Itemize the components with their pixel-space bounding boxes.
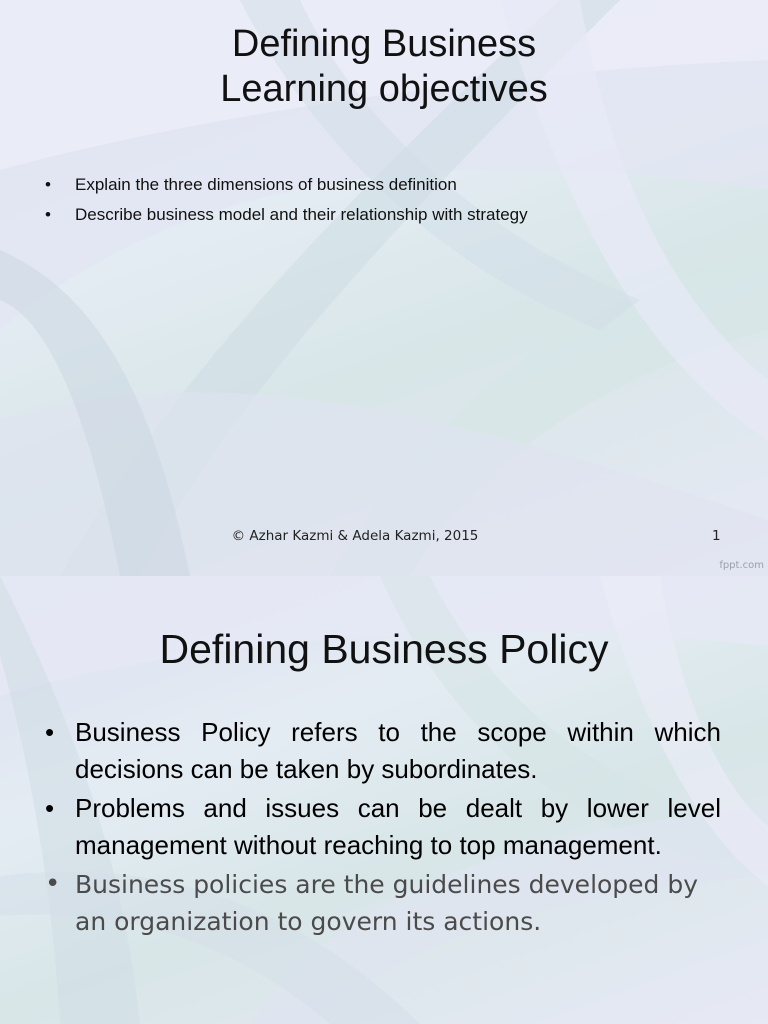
slide-2: [0, 576, 768, 1024]
list-item: [45, 866, 721, 940]
bullet-text: Business policies are the guidelines developed by an organization to govern its actions.: [75, 870, 699, 936]
page-number: 1: [712, 528, 721, 544]
slide-1-title: [0, 22, 768, 112]
slide-1-bullet-list: [45, 170, 715, 230]
bullet-text: Problems and issues can be dealt by lower level management without reaching to top management.: [75, 793, 721, 860]
bullet-icon: •: [45, 869, 61, 899]
bullet-icon: •: [45, 205, 51, 224]
bullet-text: Describe business model and their relationship with strategy: [75, 205, 528, 224]
bullet-text: Explain the three dimensions of business definition: [75, 175, 457, 194]
bullet-icon: •: [45, 175, 51, 194]
slide-1-title-line-2: Learning objectives: [220, 68, 548, 110]
bullet-icon: •: [45, 717, 55, 747]
bullet-icon: •: [45, 793, 55, 823]
list-item: [45, 790, 721, 864]
list-item: [45, 714, 721, 788]
slide-2-title: Defining Business Policy: [159, 626, 609, 672]
list-item: [45, 200, 715, 230]
slide-1-title-line-1: Defining Business: [231, 23, 537, 65]
bullet-text: Business Policy refers to the scope within which decisions can be taken by subordinates.: [75, 717, 721, 784]
list-item: [45, 170, 715, 200]
watermark: fppt.com: [719, 560, 764, 571]
copyright-text: © Azhar Kazmi & Adela Kazmi, 2015: [231, 528, 479, 544]
slide-2-bullet-list: [45, 714, 721, 942]
